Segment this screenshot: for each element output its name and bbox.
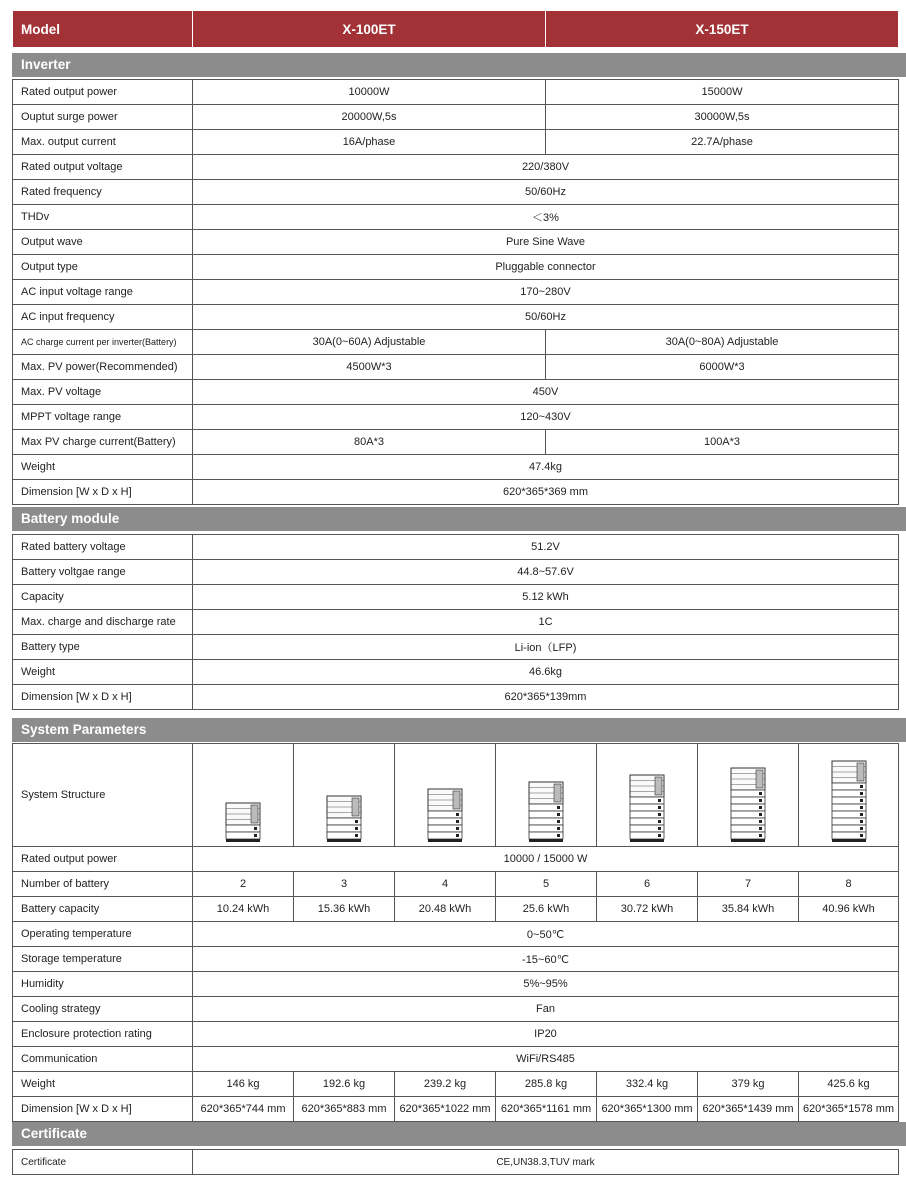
battery-indicator (658, 827, 661, 830)
system-spec-row (13, 1022, 899, 1047)
inverter-display (655, 777, 662, 795)
spec-value: 47.4kg (193, 455, 899, 480)
inverter-display (554, 784, 561, 802)
inverter-row (13, 455, 899, 480)
battery-indicator (658, 806, 661, 809)
spec-value: Fan (193, 997, 899, 1022)
spec-label: Humidity (13, 972, 193, 997)
system-spec-row (13, 947, 899, 972)
spec-label: Max. charge and discharge rate (13, 610, 193, 635)
spec-label: Weight (13, 455, 193, 480)
spec-value: 620*365*1022 mm (395, 1097, 496, 1122)
stack-base (731, 839, 765, 842)
spec-value: 5%~95% (193, 972, 899, 997)
spec-value: 3 (294, 872, 395, 897)
section-inverter: Inverter (12, 53, 906, 77)
certificate-row (13, 1150, 899, 1175)
battery-indicator (658, 820, 661, 823)
spec-value-x150et: 30A(0~80A) Adjustable (546, 330, 899, 355)
spec-label: Dimension [W x D x H] (13, 1097, 193, 1122)
spec-value: 0~50℃ (193, 922, 899, 947)
battery-indicator (557, 813, 560, 816)
inverter-row (13, 105, 899, 130)
spec-label: Dimension [W x D x H] (13, 685, 193, 710)
battery-indicator (658, 813, 661, 816)
spec-value: 379 kg (698, 1072, 799, 1097)
stack-base (529, 839, 563, 842)
battery-indicator (557, 820, 560, 823)
battery-stack-illustration (729, 767, 767, 844)
inverter-row (13, 480, 899, 505)
inverter-row (13, 130, 899, 155)
battery-indicator (254, 827, 257, 830)
structure-cell (395, 744, 496, 847)
inverter-row (13, 205, 899, 230)
battery-indicator (456, 813, 459, 816)
spec-value: Pluggable connector (193, 255, 899, 280)
spec-value: ＜3% (193, 205, 899, 230)
battery-row (13, 585, 899, 610)
spec-value: 6 (597, 872, 698, 897)
battery-indicator (860, 792, 863, 795)
inverter-row (13, 330, 899, 355)
spec-value: 146 kg (193, 1072, 294, 1097)
spec-value: 620*365*369 mm (193, 480, 899, 505)
inverter-row (13, 380, 899, 405)
stack-base (832, 839, 866, 842)
battery-row (13, 660, 899, 685)
spec-value: WiFi/RS485 (193, 1047, 899, 1072)
inverter-row (13, 155, 899, 180)
inverter-row (13, 80, 899, 105)
spec-value: 170~280V (193, 280, 899, 305)
spec-value: 10.24 kWh (193, 897, 294, 922)
spec-value: IP20 (193, 1022, 899, 1047)
spec-label: Cooling strategy (13, 997, 193, 1022)
battery-stack-illustration (527, 781, 565, 844)
certificate-label: Certificate (13, 1150, 193, 1175)
spec-value: 2 (193, 872, 294, 897)
spec-value-x100et: 30A(0~60A) Adjustable (193, 330, 546, 355)
system-structure-label: System Structure (13, 744, 193, 847)
spec-label: MPPT voltage range (13, 405, 193, 430)
spec-value: 8 (799, 872, 899, 897)
spec-value-x100et: 80A*3 (193, 430, 546, 455)
spec-label: Communication (13, 1047, 193, 1072)
spec-value: 25.6 kWh (496, 897, 597, 922)
inverter-display (453, 791, 460, 809)
spec-value-x150et: 100A*3 (546, 430, 899, 455)
spec-value: 620*365*883 mm (294, 1097, 395, 1122)
spec-label: Rated output voltage (13, 155, 193, 180)
inverter-row (13, 255, 899, 280)
battery-indicator (759, 806, 762, 809)
spec-value-x150et: 15000W (546, 80, 899, 105)
section-system-parameters: System Parameters (12, 718, 906, 742)
battery-indicator (759, 820, 762, 823)
battery-indicator (759, 827, 762, 830)
battery-indicator (860, 827, 863, 830)
spec-value: 4 (395, 872, 496, 897)
spec-value: 120~430V (193, 405, 899, 430)
battery-indicator (860, 820, 863, 823)
battery-indicator (658, 834, 661, 837)
spec-label: Rated output power (13, 80, 193, 105)
spec-label: Max. PV power(Recommended) (13, 355, 193, 380)
spec-value: 35.84 kWh (698, 897, 799, 922)
spec-label: Dimension [W x D x H] (13, 480, 193, 505)
battery-indicator (254, 834, 257, 837)
spec-value: 44.8~57.6V (193, 560, 899, 585)
battery-stack-illustration (426, 788, 464, 844)
model-label: Model (13, 11, 193, 48)
system-weight-row (13, 1072, 899, 1097)
spec-label: Rated frequency (13, 180, 193, 205)
spec-value: Li-ion（LFP) (193, 635, 899, 660)
battery-stack-illustration (830, 760, 868, 844)
structure-cell (799, 744, 899, 847)
spec-label: Rated output power (13, 847, 193, 872)
spec-value: 50/60Hz (193, 305, 899, 330)
spec-value: 40.96 kWh (799, 897, 899, 922)
section-battery-module: Battery module (12, 507, 906, 531)
system-table (12, 743, 898, 1122)
spec-value: 425.6 kg (799, 1072, 899, 1097)
battery-indicator (355, 834, 358, 837)
spec-value: 620*365*1439 mm (698, 1097, 799, 1122)
spec-value: 15.36 kWh (294, 897, 395, 922)
spec-value-x100et: 16A/phase (193, 130, 546, 155)
spec-label: AC input frequency (13, 305, 193, 330)
battery-indicator (557, 827, 560, 830)
spec-value: 332.4 kg (597, 1072, 698, 1097)
spec-value: 220/380V (193, 155, 899, 180)
battery-stack-illustration (628, 774, 666, 844)
spec-value: 1C (193, 610, 899, 635)
battery-indicator (456, 827, 459, 830)
spec-label: Weight (13, 1072, 193, 1097)
model-x100et: X-100ET (193, 11, 546, 48)
spec-label: Storage temperature (13, 947, 193, 972)
battery-row (13, 610, 899, 635)
spec-value: Pure Sine Wave (193, 230, 899, 255)
stack-base (630, 839, 664, 842)
inverter-row (13, 405, 899, 430)
battery-capacity-row (13, 897, 899, 922)
spec-label: Capacity (13, 585, 193, 610)
spec-value-x150et: 22.7A/phase (546, 130, 899, 155)
model-x150et: X-150ET (546, 11, 899, 48)
stack-base (327, 839, 361, 842)
spec-value: 285.8 kg (496, 1072, 597, 1097)
spec-label: Max. PV voltage (13, 380, 193, 405)
spec-label: Output type (13, 255, 193, 280)
battery-indicator (355, 820, 358, 823)
inverter-row (13, 230, 899, 255)
stack-base (226, 839, 260, 842)
spec-label: Output wave (13, 230, 193, 255)
inverter-display (251, 805, 258, 823)
inverter-display (756, 770, 763, 788)
battery-indicator (759, 792, 762, 795)
battery-indicator (860, 806, 863, 809)
inverter-display (352, 798, 359, 816)
battery-indicator (658, 799, 661, 802)
system-dimension-row (13, 1097, 899, 1122)
battery-indicator (860, 834, 863, 837)
battery-indicator (759, 813, 762, 816)
rated-output-row (13, 847, 899, 872)
spec-value-x150et: 30000W,5s (546, 105, 899, 130)
battery-stack-illustration (224, 802, 262, 844)
battery-stack-illustration (325, 795, 363, 844)
battery-indicator (759, 834, 762, 837)
spec-value-x100et: 10000W (193, 80, 546, 105)
spec-label: Operating temperature (13, 922, 193, 947)
battery-table (12, 534, 898, 710)
structure-cell (698, 744, 799, 847)
section-certificate: Certificate (12, 1122, 906, 1146)
spec-label: Battery type (13, 635, 193, 660)
spec-value: 20.48 kWh (395, 897, 496, 922)
spec-label: Rated battery voltage (13, 535, 193, 560)
battery-row (13, 635, 899, 660)
spec-value: 46.6kg (193, 660, 899, 685)
structure-cell (597, 744, 698, 847)
system-spec-row (13, 997, 899, 1022)
system-spec-row (13, 922, 899, 947)
battery-indicator (860, 799, 863, 802)
structure-cell (193, 744, 294, 847)
spec-value: 192.6 kg (294, 1072, 395, 1097)
spec-value: 620*365*1578 mm (799, 1097, 899, 1122)
battery-indicator (557, 806, 560, 809)
spec-value: 5 (496, 872, 597, 897)
spec-value-x150et: 6000W*3 (546, 355, 899, 380)
battery-row (13, 685, 899, 710)
spec-value: 450V (193, 380, 899, 405)
spec-label: Max. output current (13, 130, 193, 155)
battery-indicator (456, 834, 459, 837)
spec-value: 620*365*744 mm (193, 1097, 294, 1122)
certificate-value: CE,UN38.3,TUV mark (193, 1150, 899, 1175)
spec-value: 239.2 kg (395, 1072, 496, 1097)
battery-indicator (355, 827, 358, 830)
battery-indicator (557, 834, 560, 837)
inverter-row (13, 355, 899, 380)
spec-value-x100et: 4500W*3 (193, 355, 546, 380)
system-spec-row (13, 972, 899, 997)
battery-row (13, 535, 899, 560)
battery-indicator (759, 799, 762, 802)
model-header (12, 10, 898, 48)
certificate-table (12, 1149, 898, 1175)
number-of-battery-row (13, 872, 899, 897)
battery-indicator (456, 820, 459, 823)
spec-label: AC input voltage range (13, 280, 193, 305)
inverter-row (13, 180, 899, 205)
spec-label: Max PV charge current(Battery) (13, 430, 193, 455)
spec-value: 620*365*1161 mm (496, 1097, 597, 1122)
spec-value: 620*365*1300 mm (597, 1097, 698, 1122)
spec-label: Battery capacity (13, 897, 193, 922)
spec-value: 51.2V (193, 535, 899, 560)
system-spec-row (13, 1047, 899, 1072)
spec-value: -15~60℃ (193, 947, 899, 972)
inverter-row (13, 305, 899, 330)
battery-indicator (860, 785, 863, 788)
system-structure-row (13, 744, 899, 847)
spec-value: 10000 / 15000 W (193, 847, 899, 872)
spec-label: Ouptut surge power (13, 105, 193, 130)
spec-value: 5.12 kWh (193, 585, 899, 610)
spec-value: 7 (698, 872, 799, 897)
spec-value: 30.72 kWh (597, 897, 698, 922)
inverter-table (12, 79, 898, 505)
spec-label: Battery voltgae range (13, 560, 193, 585)
spec-value-x100et: 20000W,5s (193, 105, 546, 130)
spec-value: 620*365*139mm (193, 685, 899, 710)
structure-cell (496, 744, 597, 847)
inverter-display (857, 763, 864, 781)
stack-base (428, 839, 462, 842)
battery-row (13, 560, 899, 585)
spec-value: 50/60Hz (193, 180, 899, 205)
battery-indicator (860, 813, 863, 816)
spec-label: Weight (13, 660, 193, 685)
spec-label: THDv (13, 205, 193, 230)
spec-label: Enclosure protection rating (13, 1022, 193, 1047)
spec-label: AC charge current per inverter(Battery) (13, 330, 193, 355)
structure-cell (294, 744, 395, 847)
inverter-row (13, 430, 899, 455)
inverter-row (13, 280, 899, 305)
spec-label: Number of battery (13, 872, 193, 897)
